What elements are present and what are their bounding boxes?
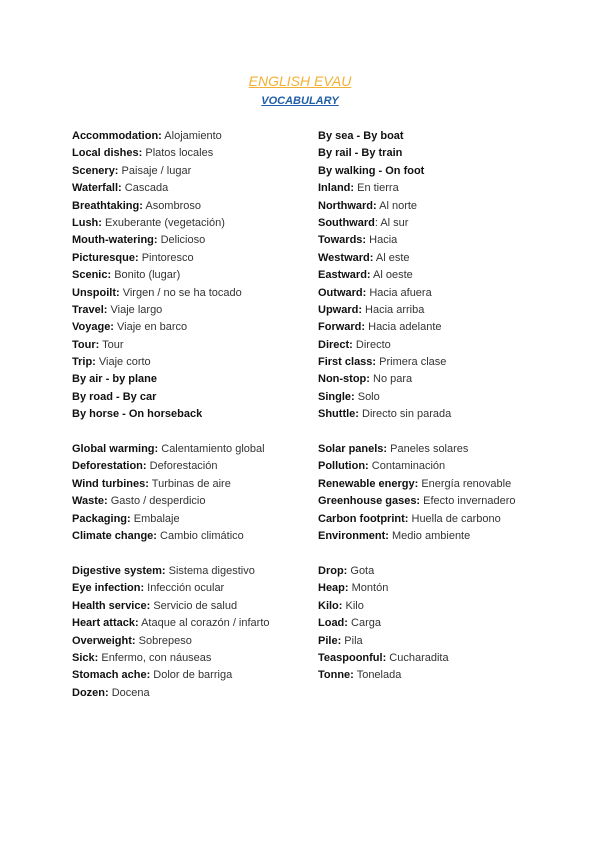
vocab-term: Packaging: xyxy=(72,512,131,525)
vocab-entry xyxy=(72,145,322,162)
vocab-entry xyxy=(72,319,322,336)
vocab-term: Lush: xyxy=(72,216,102,229)
vocab-entry xyxy=(318,563,568,580)
vocab-definition: Virgen / no se ha tocado xyxy=(119,286,242,299)
vocab-definition: Embalaje xyxy=(130,512,180,525)
vocab-term: Direct: xyxy=(318,338,353,351)
vocab-entry xyxy=(318,232,568,249)
vocab-term: Inland: xyxy=(318,182,355,195)
vocab-term: Overweight: xyxy=(72,634,136,647)
vocab-entry xyxy=(72,406,322,423)
vocab-definition: Deforestación xyxy=(146,460,218,473)
vocab-definition: Huella de carbono xyxy=(408,512,501,525)
vocab-definition: Sistema digestivo xyxy=(165,565,255,577)
vocab-entry xyxy=(72,685,322,702)
vocab-entry xyxy=(72,389,322,406)
vocab-column-right xyxy=(318,128,568,424)
vocab-definition: Tour xyxy=(99,338,124,351)
vocab-definition: Servicio de salud xyxy=(150,599,238,612)
vocab-definition: Al norte xyxy=(376,199,418,212)
vocab-entry xyxy=(318,598,568,615)
vocab-entry xyxy=(318,128,568,145)
vocab-entry xyxy=(318,215,568,232)
vocab-entry xyxy=(318,580,568,597)
vocab-term: Accommodation: xyxy=(72,130,162,142)
vocab-term: Shuttle: xyxy=(318,408,359,421)
vocab-definition: Enfermo, con náuseas xyxy=(98,651,212,664)
vocab-definition: Directo sin parada xyxy=(358,408,452,421)
vocab-definition: : Al sur xyxy=(374,216,409,229)
vocab-term: Climate change: xyxy=(72,529,157,542)
vocab-entry xyxy=(318,633,568,650)
vocab-definition: Dolor de barriga xyxy=(150,669,233,682)
vocab-term: Pile: xyxy=(318,634,342,647)
vocab-definition: Delicioso xyxy=(157,234,206,247)
vocab-entry xyxy=(72,563,322,580)
vocab-term: Carbon footprint: xyxy=(318,512,409,525)
vocab-definition: Pila xyxy=(341,634,363,647)
vocab-definition: Viaje en barco xyxy=(113,321,188,334)
vocab-entry xyxy=(72,615,322,632)
vocab-entry xyxy=(72,302,322,319)
vocab-term: Waterfall: xyxy=(72,182,122,195)
vocab-term: Heart attack: xyxy=(72,617,139,630)
vocab-term: Trip: xyxy=(72,356,96,369)
vocab-column-right xyxy=(318,563,568,685)
vocab-term: By road - By car xyxy=(72,390,157,403)
vocab-term: Northward: xyxy=(318,199,377,212)
vocab-term: Picturesque: xyxy=(72,251,139,264)
vocab-entry xyxy=(72,128,322,145)
vocab-term: Stomach ache: xyxy=(72,669,151,682)
vocab-definition: Montón xyxy=(348,582,389,595)
vocab-term: Westward: xyxy=(318,251,374,264)
vocab-term: Eastward: xyxy=(318,269,371,282)
vocab-entry xyxy=(318,458,568,475)
vocab-term: Non-stop: xyxy=(318,373,370,386)
vocab-definition: Paneles solares xyxy=(387,443,469,455)
vocab-term: By horse - On horseback xyxy=(72,408,203,421)
vocab-term: Kilo: xyxy=(318,599,343,612)
vocab-term: Travel: xyxy=(72,303,108,316)
vocab-entry xyxy=(318,267,568,284)
vocab-definition: Hacia adelante xyxy=(365,321,442,334)
vocab-term: Scenery: xyxy=(72,164,119,177)
vocab-term: Voyage: xyxy=(72,321,114,334)
vocab-term: Sick: xyxy=(72,651,99,664)
vocab-term: Breathtaking: xyxy=(72,199,143,212)
vocab-entry xyxy=(318,476,568,493)
vocab-term: By air - by plane xyxy=(72,373,157,386)
vocab-definition: Medio ambiente xyxy=(388,529,471,542)
vocab-definition: Al oeste xyxy=(370,269,413,282)
vocab-term: Southward xyxy=(318,216,375,229)
vocab-term: Load: xyxy=(318,617,348,630)
vocab-entry xyxy=(318,493,568,510)
vocab-term: Global warming: xyxy=(72,443,159,455)
vocab-entry xyxy=(72,476,322,493)
vocab-entry xyxy=(318,180,568,197)
vocab-term: Teaspoonful: xyxy=(318,651,387,664)
vocab-term: Towards: xyxy=(318,234,367,247)
vocab-definition: Ataque al corazón / infarto xyxy=(138,617,270,630)
vocab-entry xyxy=(318,371,568,388)
vocab-entry xyxy=(318,319,568,336)
vocab-definition: Gasto / desperdicio xyxy=(107,495,206,508)
vocab-term: Scenic: xyxy=(72,269,112,282)
vocab-term: By sea - By boat xyxy=(318,130,404,142)
vocab-term: Solar panels: xyxy=(318,443,388,455)
vocab-entry xyxy=(318,285,568,302)
vocab-definition: Hacia xyxy=(366,234,398,247)
vocab-definition: Solo xyxy=(354,390,380,403)
vocab-definition: Turbinas de aire xyxy=(148,477,231,490)
vocab-entry xyxy=(72,650,322,667)
vocab-term: Drop: xyxy=(318,565,348,577)
vocab-term: By walking - On foot xyxy=(318,164,425,177)
vocab-definition: Hacia afuera xyxy=(366,286,432,299)
vocab-term: Single: xyxy=(318,390,355,403)
vocab-term: By rail - By train xyxy=(318,147,403,160)
vocab-entry xyxy=(318,145,568,162)
vocab-term: First class: xyxy=(318,356,377,369)
vocab-entry xyxy=(318,250,568,267)
vocab-term: Upward: xyxy=(318,303,362,316)
vocab-entry xyxy=(72,180,322,197)
vocab-definition: No para xyxy=(369,373,413,386)
vocab-definition: Pintoresco xyxy=(138,251,194,264)
vocab-term: Renewable energy: xyxy=(318,477,419,490)
vocab-term: Mouth-watering: xyxy=(72,234,158,247)
vocab-definition: Kilo xyxy=(342,599,364,612)
vocab-definition: Docena xyxy=(108,686,150,699)
vocab-entry xyxy=(318,650,568,667)
vocab-entry xyxy=(318,354,568,371)
vocab-term: Eye infection: xyxy=(72,582,145,595)
vocab-definition: Cascada xyxy=(121,182,169,195)
page-subtitle: VOCABULARY xyxy=(261,95,339,107)
vocab-entry xyxy=(72,232,322,249)
page-title: ENGLISH EVAU xyxy=(248,73,352,89)
vocab-term: Unspoilt: xyxy=(72,286,120,299)
vocab-term: Waste: xyxy=(72,495,108,508)
vocab-definition: Gota xyxy=(347,565,375,577)
vocab-entry xyxy=(72,528,322,545)
vocab-column-left xyxy=(72,563,322,702)
vocab-term: Wind turbines: xyxy=(72,477,149,490)
vocab-definition: Directo xyxy=(352,338,391,351)
vocab-entry xyxy=(72,511,322,528)
vocab-entry xyxy=(72,580,322,597)
vocab-entry xyxy=(318,302,568,319)
vocab-entry xyxy=(72,198,322,215)
vocab-term: Forward: xyxy=(318,321,366,334)
vocab-entry xyxy=(318,528,568,545)
vocab-entry xyxy=(72,163,322,180)
vocab-entry xyxy=(72,371,322,388)
vocab-definition: Contaminación xyxy=(368,460,446,473)
vocab-definition: Viaje largo xyxy=(107,303,163,316)
vocab-definition: Alojamiento xyxy=(161,130,222,142)
vocab-term: Health service: xyxy=(72,599,151,612)
vocab-entry xyxy=(318,389,568,406)
vocab-definition: Sobrepeso xyxy=(135,634,192,647)
vocab-entry xyxy=(318,615,568,632)
vocab-definition: Platos locales xyxy=(142,147,214,160)
vocab-definition: Primera clase xyxy=(376,356,447,369)
vocab-definition: Tonelada xyxy=(353,669,402,682)
vocab-term: Heap: xyxy=(318,582,349,595)
vocab-entry xyxy=(72,441,322,458)
vocab-entry xyxy=(72,267,322,284)
vocab-definition: Energía renovable xyxy=(418,477,512,490)
vocab-definition: Cucharadita xyxy=(386,651,449,664)
vocab-term: Outward: xyxy=(318,286,367,299)
vocab-entry xyxy=(318,337,568,354)
vocab-definition: Infección ocular xyxy=(144,582,225,595)
vocab-definition: Viaje corto xyxy=(95,356,151,369)
vocab-entry xyxy=(72,598,322,615)
vocab-definition: Efecto invernadero xyxy=(420,495,516,508)
vocab-column-left xyxy=(72,441,322,545)
vocab-entry xyxy=(72,633,322,650)
vocab-definition: Carga xyxy=(347,617,381,630)
vocab-entry xyxy=(72,337,322,354)
vocab-column-left xyxy=(72,128,322,424)
vocab-entry xyxy=(72,215,322,232)
vocab-definition: Cambio climático xyxy=(156,529,244,542)
vocab-entry xyxy=(318,667,568,684)
vocab-term: Digestive system: xyxy=(72,565,166,577)
vocab-entry xyxy=(72,354,322,371)
vocab-entry xyxy=(72,250,322,267)
vocab-term: Pollution: xyxy=(318,460,369,473)
vocab-definition: En tierra xyxy=(354,182,399,195)
vocab-definition: Bonito (lugar) xyxy=(111,269,181,282)
vocab-definition: Al este xyxy=(373,251,410,264)
vocab-entry xyxy=(72,493,322,510)
vocab-column-right xyxy=(318,441,568,545)
vocab-entry xyxy=(72,458,322,475)
vocab-term: Deforestation: xyxy=(72,460,147,473)
vocab-entry xyxy=(318,163,568,180)
vocab-term: Greenhouse gases: xyxy=(318,495,421,508)
vocab-definition: Asombroso xyxy=(142,199,201,212)
vocab-entry xyxy=(318,198,568,215)
vocab-term: Environment: xyxy=(318,529,389,542)
vocab-term: Tour: xyxy=(72,338,100,351)
vocab-entry xyxy=(72,667,322,684)
vocab-term: Dozen: xyxy=(72,686,109,699)
vocab-entry xyxy=(318,441,568,458)
vocab-entry xyxy=(318,511,568,528)
vocab-definition: Calentamiento global xyxy=(158,443,265,455)
vocab-term: Local dishes: xyxy=(72,147,143,160)
vocab-definition: Hacia arriba xyxy=(362,303,425,316)
vocab-entry xyxy=(318,406,568,423)
vocab-entry xyxy=(72,285,322,302)
vocab-term: Tonne: xyxy=(318,669,354,682)
vocab-definition: Paisaje / lugar xyxy=(118,164,192,177)
vocab-definition: Exuberante (vegetación) xyxy=(101,216,225,229)
